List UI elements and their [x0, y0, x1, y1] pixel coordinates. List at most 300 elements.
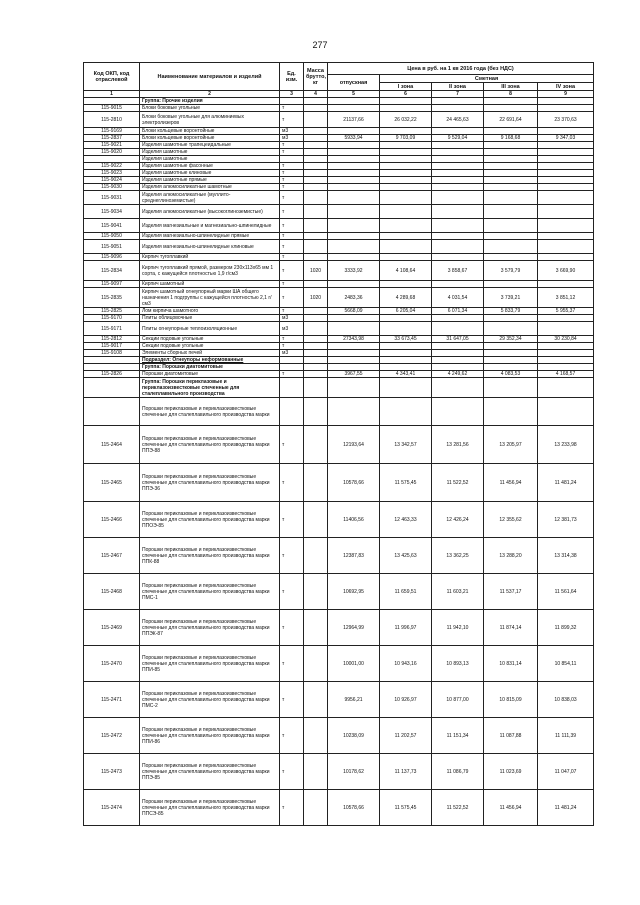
zone-price-cell: 13 425,63: [380, 538, 432, 574]
zone-price-cell: 13 281,56: [432, 426, 484, 464]
name-cell: Изделия магнезиальные и магнезиально-шпинелидные: [140, 219, 280, 233]
release-price-cell: [328, 254, 380, 261]
zone-price-cell: 3 669,90: [538, 261, 594, 281]
mass-cell: [304, 170, 328, 177]
zone-price-cell: 3 739,21: [484, 288, 538, 308]
unit-cell: т: [280, 790, 304, 826]
zone-price-cell: [484, 177, 538, 184]
mass-cell: [304, 718, 328, 754]
zone-price-cell: [484, 322, 538, 336]
zone-price-cell: [432, 254, 484, 261]
zone-price-cell: 10 877,00: [432, 682, 484, 718]
name-cell: Лом кирпича шамотного: [140, 308, 280, 315]
name-cell: Изделия шамотные трапецеидальные: [140, 142, 280, 149]
group-title: Группа: Порошки периклазовые и периклазоизвестковые спеченные для сталеплавильного производства: [140, 378, 280, 398]
table-row: [84, 288, 594, 308]
zone-price-cell: [380, 315, 432, 322]
name-cell: Порошки периклазовые и периклазоизвестковые спеченные для сталеплавильного производства марки ПМС-1: [140, 574, 280, 610]
zone-price-cell: 13 342,57: [380, 426, 432, 464]
name-cell: Порошки периклазовые и периклазоизвестковые спеченные для сталеплавильного производства марки ПМС-2: [140, 682, 280, 718]
zone-price-cell: [380, 149, 432, 156]
zone-price-cell: [484, 128, 538, 135]
column-number: 1: [84, 91, 140, 98]
zone-price-cell: 9 168,68: [484, 135, 538, 142]
release-price-cell: 10178,62: [328, 754, 380, 790]
unit-cell: т: [280, 288, 304, 308]
code-cell: [84, 364, 140, 371]
zone-price-cell: 12 463,33: [380, 502, 432, 538]
unit-cell: [280, 398, 304, 426]
zone-price-cell: 5 955,37: [538, 308, 594, 315]
table-row: [84, 502, 594, 538]
release-price-cell: [328, 233, 380, 240]
zone-price-cell: 29 352,34: [484, 336, 538, 343]
release-price-cell: 21137,66: [328, 112, 380, 128]
zone-price-cell: [538, 205, 594, 219]
name-cell: Порошки периклазовые и периклазоизвестковые спеченные для сталеплавильного производства марки ППЭК-87: [140, 610, 280, 646]
name-cell: Изделия алюмосиликатные (муллито-среднеглиноземистые): [140, 191, 280, 205]
release-price-cell: [328, 315, 380, 322]
code-cell: 115-9023: [84, 170, 140, 177]
mass-cell: [304, 371, 328, 378]
zone-price-cell: 3 858,67: [432, 261, 484, 281]
release-price-cell: [328, 156, 380, 163]
mass-cell: [304, 135, 328, 142]
unit-cell: т: [280, 371, 304, 378]
zone-price-cell: [484, 156, 538, 163]
empty-cell: [380, 378, 432, 398]
mass-cell: [304, 538, 328, 574]
empty-cell: [432, 378, 484, 398]
page-number: 277: [312, 40, 328, 50]
zone-price-cell: 11 874,14: [484, 610, 538, 646]
unit-cell: т: [280, 112, 304, 128]
zone-price-cell: [538, 163, 594, 170]
table-row: [84, 281, 594, 288]
zone-price-cell: 11 899,32: [538, 610, 594, 646]
empty-cell: [484, 378, 538, 398]
mass-cell: [304, 205, 328, 219]
table-row: [84, 105, 594, 112]
name-cell: Плиты огнеупорные теплоизоляционные: [140, 322, 280, 336]
name-cell: Кирпич шамотный: [140, 281, 280, 288]
zone-price-cell: 11 575,45: [380, 464, 432, 502]
name-cell: Порошки диатомитовые: [140, 371, 280, 378]
name-cell: Изделия магнезиально-шпинелидные клиновые: [140, 240, 280, 254]
empty-cell: [304, 98, 328, 105]
zone-price-cell: 22 691,64: [484, 112, 538, 128]
mass-cell: [304, 128, 328, 135]
zone-price-cell: [484, 281, 538, 288]
empty-cell: [304, 364, 328, 371]
zone-price-cell: 11 456,94: [484, 464, 538, 502]
unit-cell: т: [280, 261, 304, 281]
release-price-cell: 10578,66: [328, 790, 380, 826]
name-cell: Кирпич тугоплавкий: [140, 254, 280, 261]
release-price-cell: [328, 184, 380, 191]
empty-cell: [380, 364, 432, 371]
header-zone-1: I зона: [380, 83, 432, 91]
unit-cell: т: [280, 205, 304, 219]
zone-price-cell: 9 703,09: [380, 135, 432, 142]
release-price-cell: [328, 205, 380, 219]
release-price-cell: 10692,95: [328, 574, 380, 610]
release-price-cell: [328, 322, 380, 336]
zone-price-cell: [432, 240, 484, 254]
table-row: [84, 754, 594, 790]
zone-price-cell: 11 202,57: [380, 718, 432, 754]
zone-price-cell: [432, 343, 484, 350]
code-cell: 115-9051: [84, 240, 140, 254]
table-row: [84, 149, 594, 156]
code-cell: 115-9108: [84, 350, 140, 357]
code-cell: 115-9020: [84, 149, 140, 156]
unit-cell: т: [280, 718, 304, 754]
zone-price-cell: [484, 163, 538, 170]
code-cell: 115-9017: [84, 343, 140, 350]
name-cell: Блоки кольцевые воронтойные: [140, 128, 280, 135]
column-number: 9: [538, 91, 594, 98]
zone-price-cell: [484, 184, 538, 191]
zone-price-cell: 11 996,97: [380, 610, 432, 646]
zone-price-cell: 11 111,39: [538, 718, 594, 754]
unit-cell: т: [280, 336, 304, 343]
code-cell: 115-9031: [84, 191, 140, 205]
zone-price-cell: [538, 315, 594, 322]
unit-cell: [280, 156, 304, 163]
mass-cell: [304, 308, 328, 315]
zone-price-cell: 13 205,97: [484, 426, 538, 464]
name-cell: Изделия шамотные клиновые: [140, 170, 280, 177]
release-price-cell: [328, 142, 380, 149]
table-row: [84, 322, 594, 336]
mass-cell: [304, 281, 328, 288]
zone-price-cell: [484, 205, 538, 219]
zone-price-cell: [538, 184, 594, 191]
release-price-cell: [328, 128, 380, 135]
code-cell: 115-9050: [84, 233, 140, 240]
zone-price-cell: [538, 219, 594, 233]
unit-cell: т: [280, 754, 304, 790]
unit-cell: м3: [280, 135, 304, 142]
zone-price-cell: 5 833,79: [484, 308, 538, 315]
table-row: [84, 371, 594, 378]
zone-price-cell: [380, 105, 432, 112]
release-price-cell: [328, 163, 380, 170]
code-cell: 115-2464: [84, 426, 140, 464]
table-row: [84, 343, 594, 350]
mass-cell: [304, 754, 328, 790]
zone-price-cell: [380, 281, 432, 288]
column-number: 2: [140, 91, 280, 98]
zone-price-cell: 11 942,10: [432, 610, 484, 646]
zone-price-cell: 4 168,57: [538, 371, 594, 378]
table-row: [84, 426, 594, 464]
release-price-cell: 3333,92: [328, 261, 380, 281]
zone-price-cell: 11 603,21: [432, 574, 484, 610]
zone-price-cell: [484, 191, 538, 205]
release-price-cell: 3967,55: [328, 371, 380, 378]
code-cell: 115-9022: [84, 163, 140, 170]
release-price-cell: 10578,66: [328, 464, 380, 502]
zone-price-cell: 24 465,63: [432, 112, 484, 128]
release-price-cell: 10001,00: [328, 646, 380, 682]
name-cell: Изделия алюмосиликатные шамотные: [140, 184, 280, 191]
zone-price-cell: 26 032,22: [380, 112, 432, 128]
release-price-cell: [328, 343, 380, 350]
code-cell: 115-9030: [84, 184, 140, 191]
empty-cell: [280, 98, 304, 105]
table-row: [84, 254, 594, 261]
header-estimate: Сметная: [380, 75, 594, 83]
zone-price-cell: [484, 315, 538, 322]
release-price-cell: [328, 170, 380, 177]
zone-price-cell: 10 838,03: [538, 682, 594, 718]
zone-price-cell: [380, 156, 432, 163]
zone-price-cell: 9 347,03: [538, 135, 594, 142]
code-cell: 115-2825: [84, 308, 140, 315]
unit-cell: т: [280, 219, 304, 233]
code-cell: 115-2835: [84, 288, 140, 308]
unit-cell: т: [280, 502, 304, 538]
zone-price-cell: [432, 177, 484, 184]
unit-cell: т: [280, 163, 304, 170]
unit-cell: т: [280, 610, 304, 646]
zone-price-cell: [538, 128, 594, 135]
zone-price-cell: 12 381,73: [538, 502, 594, 538]
release-price-cell: [328, 350, 380, 357]
mass-cell: [304, 502, 328, 538]
empty-cell: [538, 378, 594, 398]
table-row: [84, 112, 594, 128]
zone-price-cell: 10 893,13: [432, 646, 484, 682]
zone-price-cell: [380, 322, 432, 336]
zone-price-cell: [380, 233, 432, 240]
mass-cell: [304, 322, 328, 336]
unit-cell: м3: [280, 315, 304, 322]
code-cell: 115-9034: [84, 205, 140, 219]
column-number: 5: [328, 91, 380, 98]
release-price-cell: 2483,36: [328, 288, 380, 308]
code-cell: 115-2472: [84, 718, 140, 754]
zone-price-cell: 4 249,62: [432, 371, 484, 378]
zone-price-cell: 11 537,17: [484, 574, 538, 610]
group-title: Подраздел: Огнеупоры неформованные: [140, 357, 280, 364]
release-price-cell: [328, 219, 380, 233]
zone-price-cell: [484, 254, 538, 261]
column-number: 7: [432, 91, 484, 98]
zone-price-cell: 13 233,98: [538, 426, 594, 464]
zone-price-cell: [380, 191, 432, 205]
name-cell: Кирпич шамотный огнеупорный марки ША общего назначения 1 подгруппы с кажущейся плотностью 2,1 г/см3: [140, 288, 280, 308]
zone-price-cell: 4 289,68: [380, 288, 432, 308]
header-price-title: Цена в руб. на 1 кв 2016 года (без НДС): [328, 63, 594, 75]
group-row: [84, 364, 594, 371]
name-cell: Порошки периклазовые и периклазоизвестковые спеченные для сталеплавильного производства марки: [140, 398, 280, 426]
name-cell: Секции подовые угольные: [140, 343, 280, 350]
code-cell: 115-2810: [84, 112, 140, 128]
empty-cell: [304, 378, 328, 398]
table-row: [84, 682, 594, 718]
empty-cell: [280, 357, 304, 364]
empty-cell: [432, 364, 484, 371]
name-cell: Блоки боковые угольные: [140, 105, 280, 112]
unit-cell: т: [280, 191, 304, 205]
column-number: 6: [380, 91, 432, 98]
table-row: [84, 142, 594, 149]
table-row: [84, 610, 594, 646]
empty-cell: [484, 98, 538, 105]
zone-price-cell: [484, 343, 538, 350]
zone-price-cell: [432, 142, 484, 149]
table-row: [84, 177, 594, 184]
zone-price-cell: [484, 149, 538, 156]
zone-price-cell: [484, 398, 538, 426]
price-table: [83, 62, 594, 826]
name-cell: Секции подовые угольные: [140, 336, 280, 343]
mass-cell: [304, 426, 328, 464]
zone-price-cell: [484, 105, 538, 112]
code-cell: 115-9171: [84, 322, 140, 336]
release-price-cell: 12193,64: [328, 426, 380, 464]
header-zone-3: III зона: [484, 83, 538, 91]
zone-price-cell: 11 151,34: [432, 718, 484, 754]
zone-price-cell: 11 522,52: [432, 790, 484, 826]
table-row: [84, 128, 594, 135]
empty-cell: [304, 357, 328, 364]
zone-price-cell: 13 362,25: [432, 538, 484, 574]
mass-cell: [304, 177, 328, 184]
table-row: [84, 574, 594, 610]
zone-price-cell: [380, 254, 432, 261]
zone-price-cell: 10 854,11: [538, 646, 594, 682]
zone-price-cell: [538, 191, 594, 205]
zone-price-cell: [432, 233, 484, 240]
unit-cell: т: [280, 308, 304, 315]
mass-cell: [304, 315, 328, 322]
table-row: [84, 308, 594, 315]
unit-cell: т: [280, 682, 304, 718]
mass-cell: [304, 682, 328, 718]
zone-price-cell: [538, 177, 594, 184]
empty-cell: [432, 357, 484, 364]
zone-price-cell: 12 355,62: [484, 502, 538, 538]
zone-price-cell: [538, 254, 594, 261]
zone-price-cell: [380, 398, 432, 426]
group-row: [84, 357, 594, 364]
unit-cell: т: [280, 538, 304, 574]
mass-cell: [304, 343, 328, 350]
table-row: [84, 233, 594, 240]
zone-price-cell: [538, 170, 594, 177]
code-cell: 115-2470: [84, 646, 140, 682]
zone-price-cell: 13 314,38: [538, 538, 594, 574]
name-cell: Порошки периклазовые и периклазоизвестковые спеченные для сталеплавильного производства марки ППЭ-36: [140, 464, 280, 502]
zone-price-cell: [538, 281, 594, 288]
zone-price-cell: [432, 205, 484, 219]
zone-price-cell: 4 083,53: [484, 371, 538, 378]
zone-price-cell: 13 288,20: [484, 538, 538, 574]
name-cell: Изделия шамотные прямые: [140, 177, 280, 184]
table-row: [84, 240, 594, 254]
zone-price-cell: [432, 184, 484, 191]
code-cell: [84, 357, 140, 364]
zone-price-cell: [432, 191, 484, 205]
zone-price-cell: [432, 163, 484, 170]
zone-price-cell: [484, 142, 538, 149]
code-cell: 115-9021: [84, 142, 140, 149]
zone-price-cell: 11 137,73: [380, 754, 432, 790]
table-row: [84, 261, 594, 281]
zone-price-cell: [432, 105, 484, 112]
zone-price-cell: 3 579,79: [484, 261, 538, 281]
zone-price-cell: [432, 350, 484, 357]
name-cell: Изделия шамотные: [140, 149, 280, 156]
zone-price-cell: [380, 128, 432, 135]
zone-price-cell: [538, 156, 594, 163]
header-unit: Ед. изм.: [280, 63, 304, 91]
empty-cell: [328, 357, 380, 364]
zone-price-cell: [432, 156, 484, 163]
unit-cell: т: [280, 105, 304, 112]
name-cell: Порошки периклазовые и периклазоизвестковые спеченные для сталеплавильного производства марки ППЭ-88: [140, 426, 280, 464]
group-title: Группа: Прочие изделия: [140, 98, 280, 105]
mass-cell: 1020: [304, 261, 328, 281]
zone-price-cell: [380, 343, 432, 350]
release-price-cell: [328, 105, 380, 112]
empty-cell: [280, 378, 304, 398]
unit-cell: т: [280, 343, 304, 350]
empty-cell: [380, 357, 432, 364]
release-price-cell: 10238,09: [328, 718, 380, 754]
name-cell: Изделия шамотные фасонные: [140, 163, 280, 170]
table-row: [84, 350, 594, 357]
empty-cell: [538, 98, 594, 105]
release-price-cell: [328, 398, 380, 426]
zone-price-cell: 11 087,88: [484, 718, 538, 754]
mass-cell: [304, 610, 328, 646]
zone-price-cell: [538, 350, 594, 357]
name-cell: Элементы сборных печей: [140, 350, 280, 357]
zone-price-cell: 4 108,64: [380, 261, 432, 281]
name-cell: Порошки периклазовые и периклазоизвестковые спеченные для сталеплавильного производства марки ППОЭ-85: [140, 502, 280, 538]
mass-cell: [304, 233, 328, 240]
zone-price-cell: 23 370,63: [538, 112, 594, 128]
zone-price-cell: [380, 163, 432, 170]
zone-price-cell: 9 529,04: [432, 135, 484, 142]
table-row: [84, 336, 594, 343]
empty-cell: [538, 364, 594, 371]
zone-price-cell: 11 561,64: [538, 574, 594, 610]
code-cell: 115-9097: [84, 281, 140, 288]
mass-cell: [304, 646, 328, 682]
zone-price-cell: 10 815,09: [484, 682, 538, 718]
zone-price-cell: [538, 233, 594, 240]
header-code: Код ОКП, код отраслевой: [84, 63, 140, 91]
table-row: [84, 135, 594, 142]
group-title: Группа: Порошки диатомитовые: [140, 364, 280, 371]
mass-cell: [304, 350, 328, 357]
code-cell: 115-2812: [84, 336, 140, 343]
name-cell: Изделия алюмосиликатные (высокоглиноземистые): [140, 205, 280, 219]
mass-cell: [304, 240, 328, 254]
zone-price-cell: [380, 219, 432, 233]
table-row: [84, 191, 594, 205]
mass-cell: [304, 105, 328, 112]
empty-cell: [484, 357, 538, 364]
unit-cell: м3: [280, 350, 304, 357]
code-cell: 115-9015: [84, 105, 140, 112]
